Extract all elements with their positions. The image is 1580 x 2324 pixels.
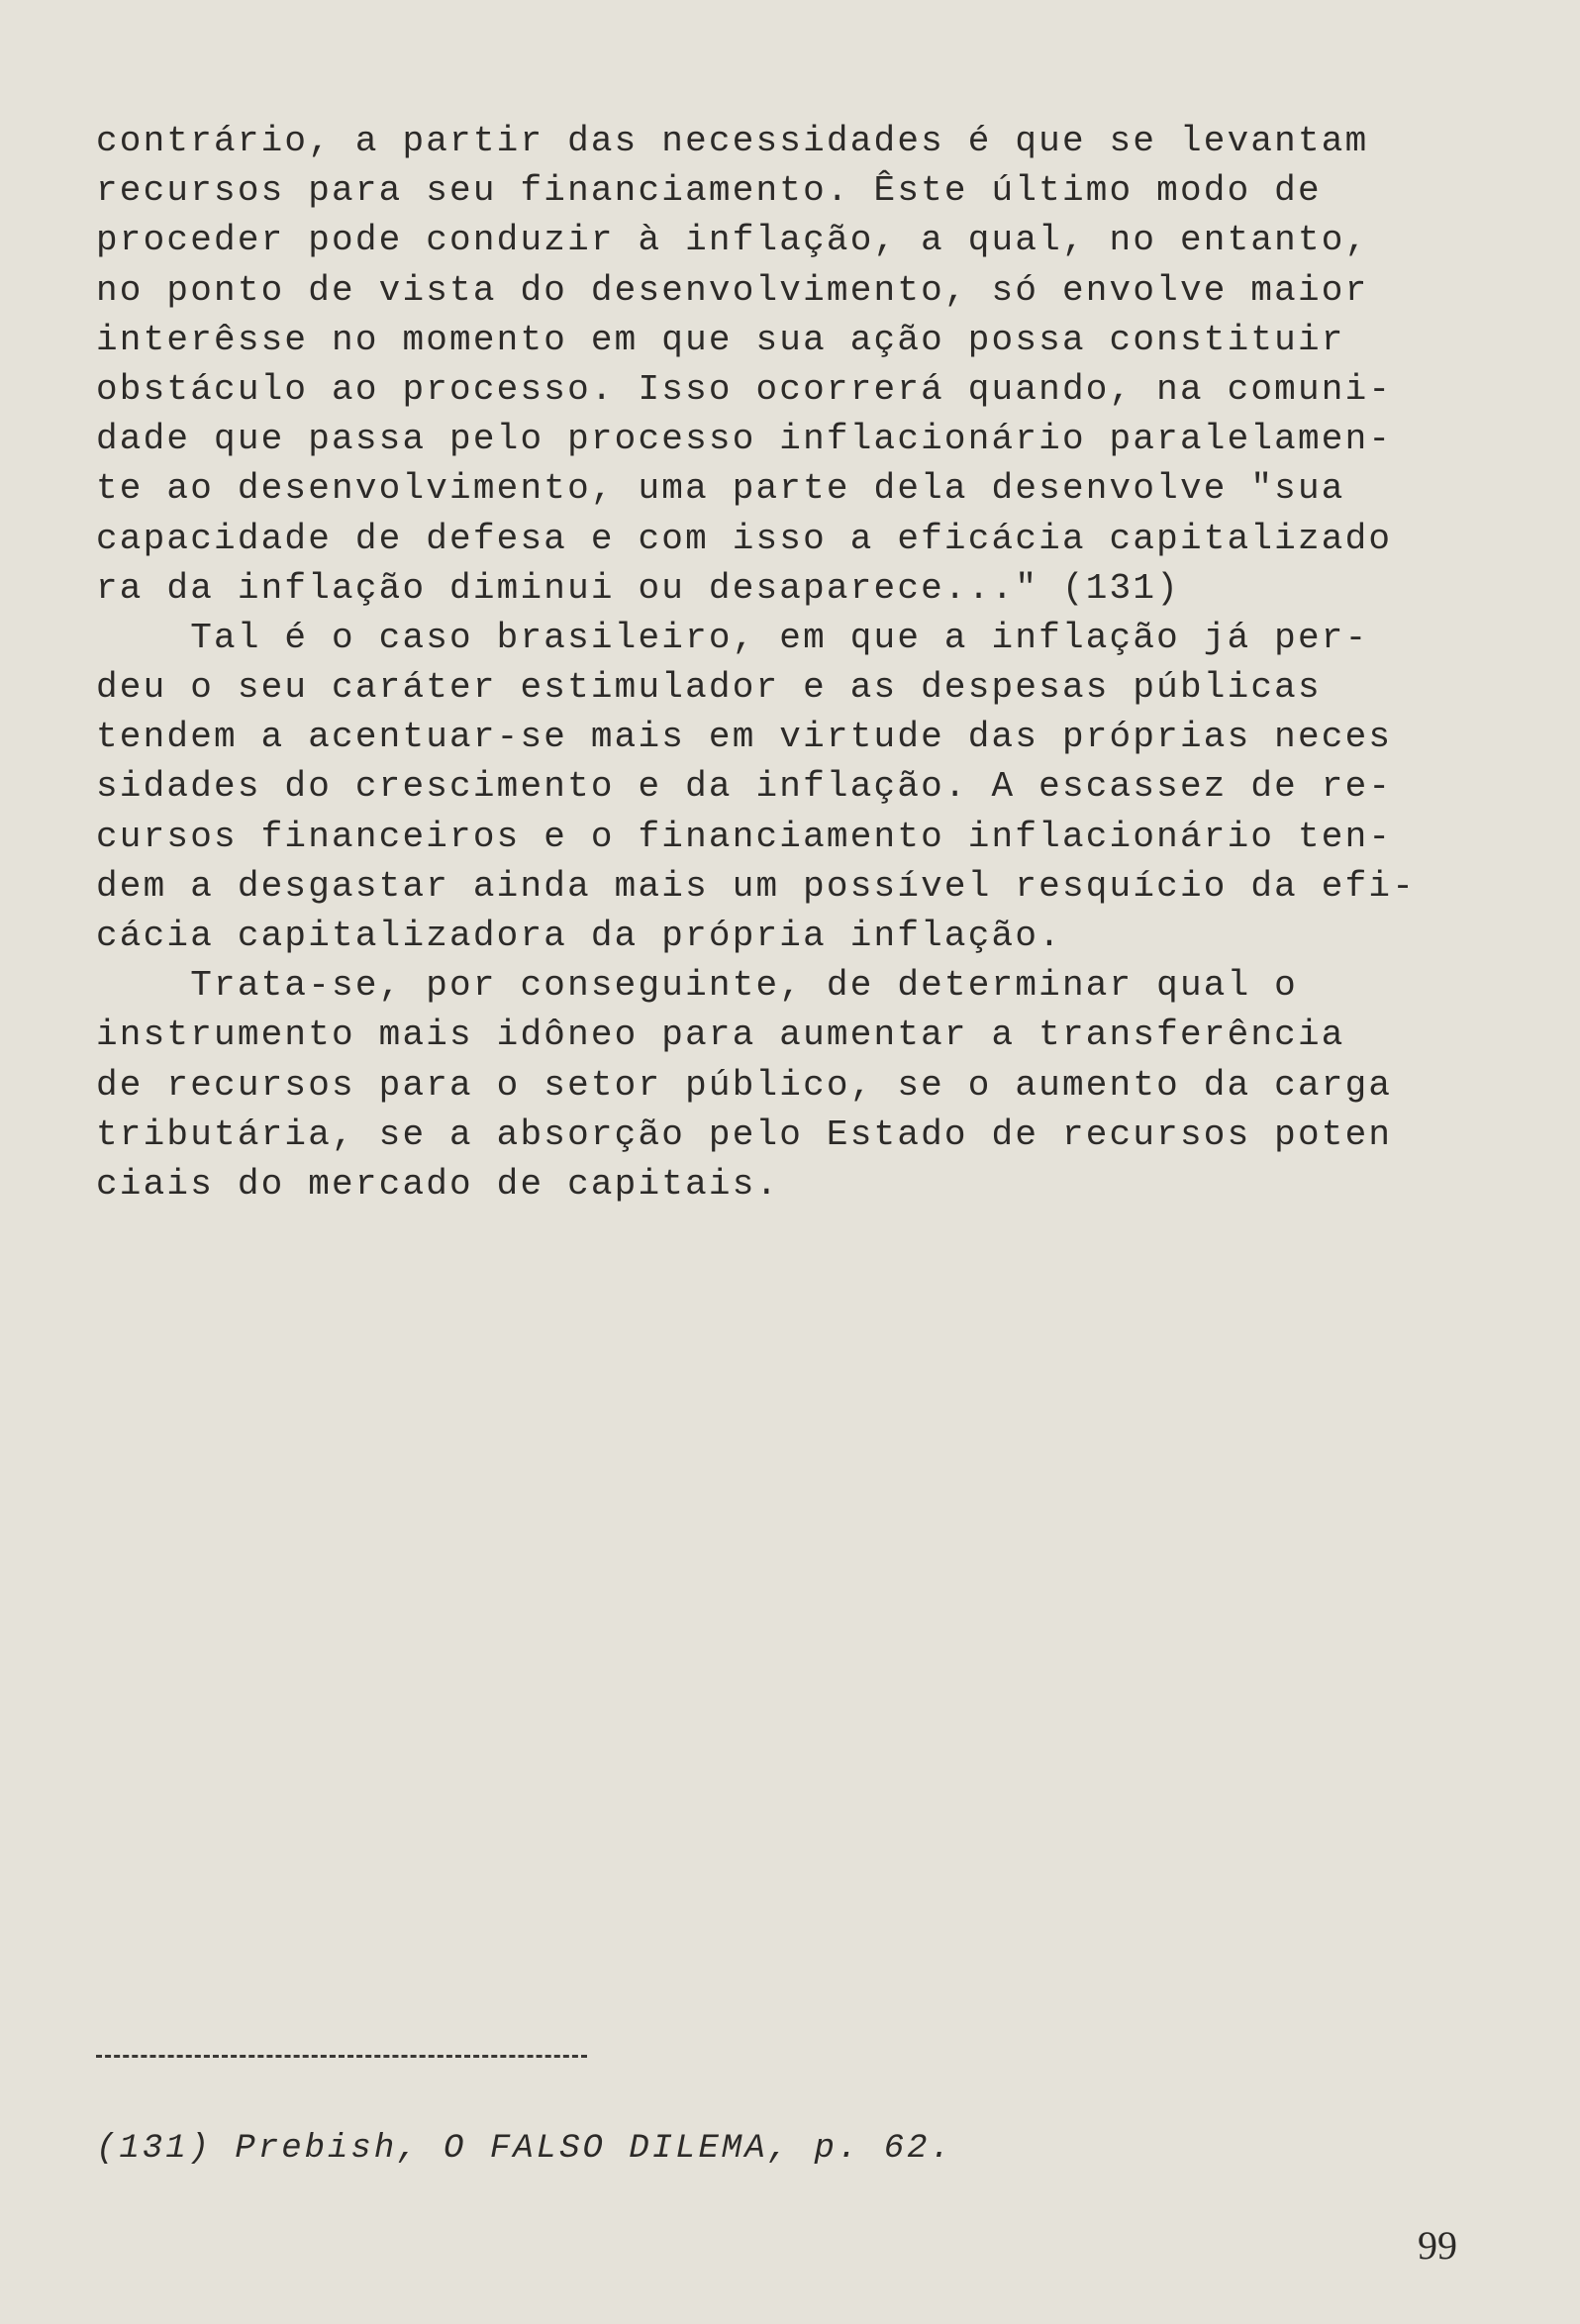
text-line: Tal é o caso brasileiro, em que a inflação já per- bbox=[96, 617, 1369, 658]
text-line: ra da inflação diminui ou desaparece..." (131) bbox=[96, 567, 1180, 609]
text-line: tendem a acentuar-se mais em virtude das próprias neces bbox=[96, 717, 1393, 758]
text-line: cácia capitalizadora da própria inflação. bbox=[96, 916, 1062, 956]
text-line: Trata-se, por conseguinte, de determinar qual o bbox=[96, 965, 1298, 1007]
text-line: de recursos para o setor público, se o aumento da carga bbox=[96, 1064, 1393, 1106]
text-line: dade que passa pelo processo inflacionário paralelamen- bbox=[96, 419, 1393, 460]
text-line: sidades do crescimento e da inflação. A escassez de re- bbox=[96, 766, 1393, 808]
text-line: dem a desgastar ainda mais um possível resquício da efi- bbox=[96, 865, 1416, 907]
text-line: obstáculo ao processo. Isso ocorrerá quando, na comuni- bbox=[96, 368, 1393, 410]
page-number: 99 bbox=[1418, 2223, 1457, 2268]
footnote-divider bbox=[96, 2055, 587, 2058]
text-line: instrumento mais idôneo para aumentar a transferência bbox=[96, 1015, 1345, 1056]
text-line: deu o seu caráter estimulador e as despesas públicas bbox=[96, 667, 1322, 709]
footnote: (131) Prebish, O FALSO DILEMA, p. 62. bbox=[96, 2130, 953, 2168]
text-line: contrário, a partir das necessidades é que se levantam bbox=[96, 121, 1369, 161]
text-line: proceder pode conduzir à inflação, a qual, no entanto, bbox=[96, 220, 1369, 261]
text-line: capacidade de defesa e com isso a eficácia capitalizado bbox=[96, 518, 1393, 559]
text-line: te ao desenvolvimento, uma parte dela desenvolve "sua bbox=[96, 468, 1345, 510]
body-text bbox=[96, 117, 1482, 1210]
text-line: no ponto de vista do desenvolvimento, só envolve maior bbox=[96, 269, 1369, 311]
text-line: cursos financeiros e o financiamento inflacionário ten- bbox=[96, 816, 1393, 857]
text-line: recursos para seu financiamento. Êste último modo de bbox=[96, 170, 1322, 212]
text-line: interêsse no momento em que sua ação possa constituir bbox=[96, 319, 1345, 360]
text-line: tributária, se a absorção pelo Estado de recursos poten bbox=[96, 1114, 1393, 1155]
text-line: ciais do mercado de capitais. bbox=[96, 1163, 780, 1205]
